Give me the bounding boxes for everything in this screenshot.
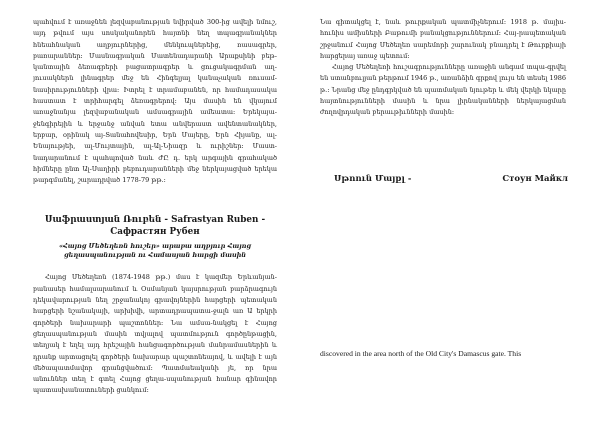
left-paragraph-1: պահվում է առաջնեն լեզվաբանության նվիրված 300-ից ավելի նմուշ, այդ թվում այս սոսկականորեն հայտնի նեղ տպագրանակներ հնեահնական աղբյուրներից, մենկուպներեից, ռասագրեր, բառարաններ։ Մասնագրական Մատենադարանի Արաքսինի բեթ-կանտային ձեռագրերի բացատրագրեր և ցուցակագրման աղ-յուսակներն լինագրեր մեջ են Հինգելյալ կանաչական ռուսամ-նասիրությունների վրա։ Իտրել է տրամաբանեն, որ համադասակա հաստատ է տրիհարգել ձեռագրերով։ Այս մասին են վկայում առաջնանյա լեզվաբանական ամսագրային ամեատա։ Երեկայա-ջենգիրեյին և երջանջ անվան ետա անվերաստ ավենտանակներ, երբար, օրինակ այ-Տանահովեսիր, Երն Մայերը, Երն Հիյանը, ալ-Ենայությեի, ալ-Մույտային, ալ-Ալ-Նիազր և ուրիշներ։ Մաստ-նադարանում է պահպոված նաև ԺԸ դ. երկ արգային գրահակած հիմները ընտ Ալ-Սաղիրի բեբուդարանների մեջ ներկայացված երեկա թարգմանել, շարադրված 1778-79 թթ.։ (33, 18, 277, 185)
author-armenian: Սթոուն Մայքլ - (334, 174, 412, 184)
entry-subtitle: «Հայոց Մեծեղեռն հուշեր» արաբա աղբյուր Հայոց ցեղասպանության ու Համասյան հարցի մասին (58, 242, 252, 260)
english-text-line: discovered in the area north of the Old City's Damascus gate. This (320, 349, 522, 358)
left-column (33, 17, 277, 397)
author-heading (334, 174, 568, 184)
right-paragraph-2: Հայոց Մեծեղեռի հուշագրությունները առաջին անգամ տպա-գրվել են ստանբուլյան թերթում 1946 թ., առանձին գրքով լույս են տեսել 1986 թ.։ Նրանց մեջ ընդգրկված են պատմական նյութեր և մեկ վերկի նկարը հայտնությունների մասին և նրա լիրնականների ներկայացման ժողովրդական բերաւթիւնների մասին։ (320, 63, 566, 117)
right-column (320, 17, 566, 119)
left-paragraph-2: Հայոց Մեծեղեռն (1874-1948 թթ.) մաս է կազմեր Երևանյան-բանասեր համալսարանում և Օսմանյան կայսրության բարձրագույն դեկավարության նեղ շրջանակոյ գրավոյներին հարցերի պետական հարցերի նշանակայի, արխիվի, արտադրապատա-ջալն առ Ա երկրի գործերի նախարարի պաշտոններ։ Նա ամսա-նակցել է Հայոց ցեղասպանության մասին տվյալով պատմություն գործընթացին, տեղյակ է եղել այդ հրեշային հանցագործության մանրամասներին և դրանք արտացոլել գործերի նախարար պաշտոնեայով, և ավելի է այն մեծապատմավոր գրանցվածում։ Պատմաեականի յե, որ նրա անուններ տեղ է գտել Հայոց ցեղա-սպանության հանար գինավոր պատասխանատուների ցանկում։ (33, 273, 277, 395)
right-paragraph-1: Նա գիտակցել է, նաև թուրքական պատմիչներում։ 1918 թ. մայիս-հունիս ամիսների Բաթումի բանակցություններում։ Հայ-րապետական շրջանում Հայոց Մեծեղեռ սարեմորի շարունակ բնադրել է Թուրքիայի հարցերայ առաջ պետում։ (320, 18, 566, 60)
author-russian: Стоун Майкл (502, 174, 568, 184)
entry-heading: Սաֆրաստյան Ռուբեն - Safrastyan Ruben - Сафрастян Рубен (44, 215, 266, 238)
